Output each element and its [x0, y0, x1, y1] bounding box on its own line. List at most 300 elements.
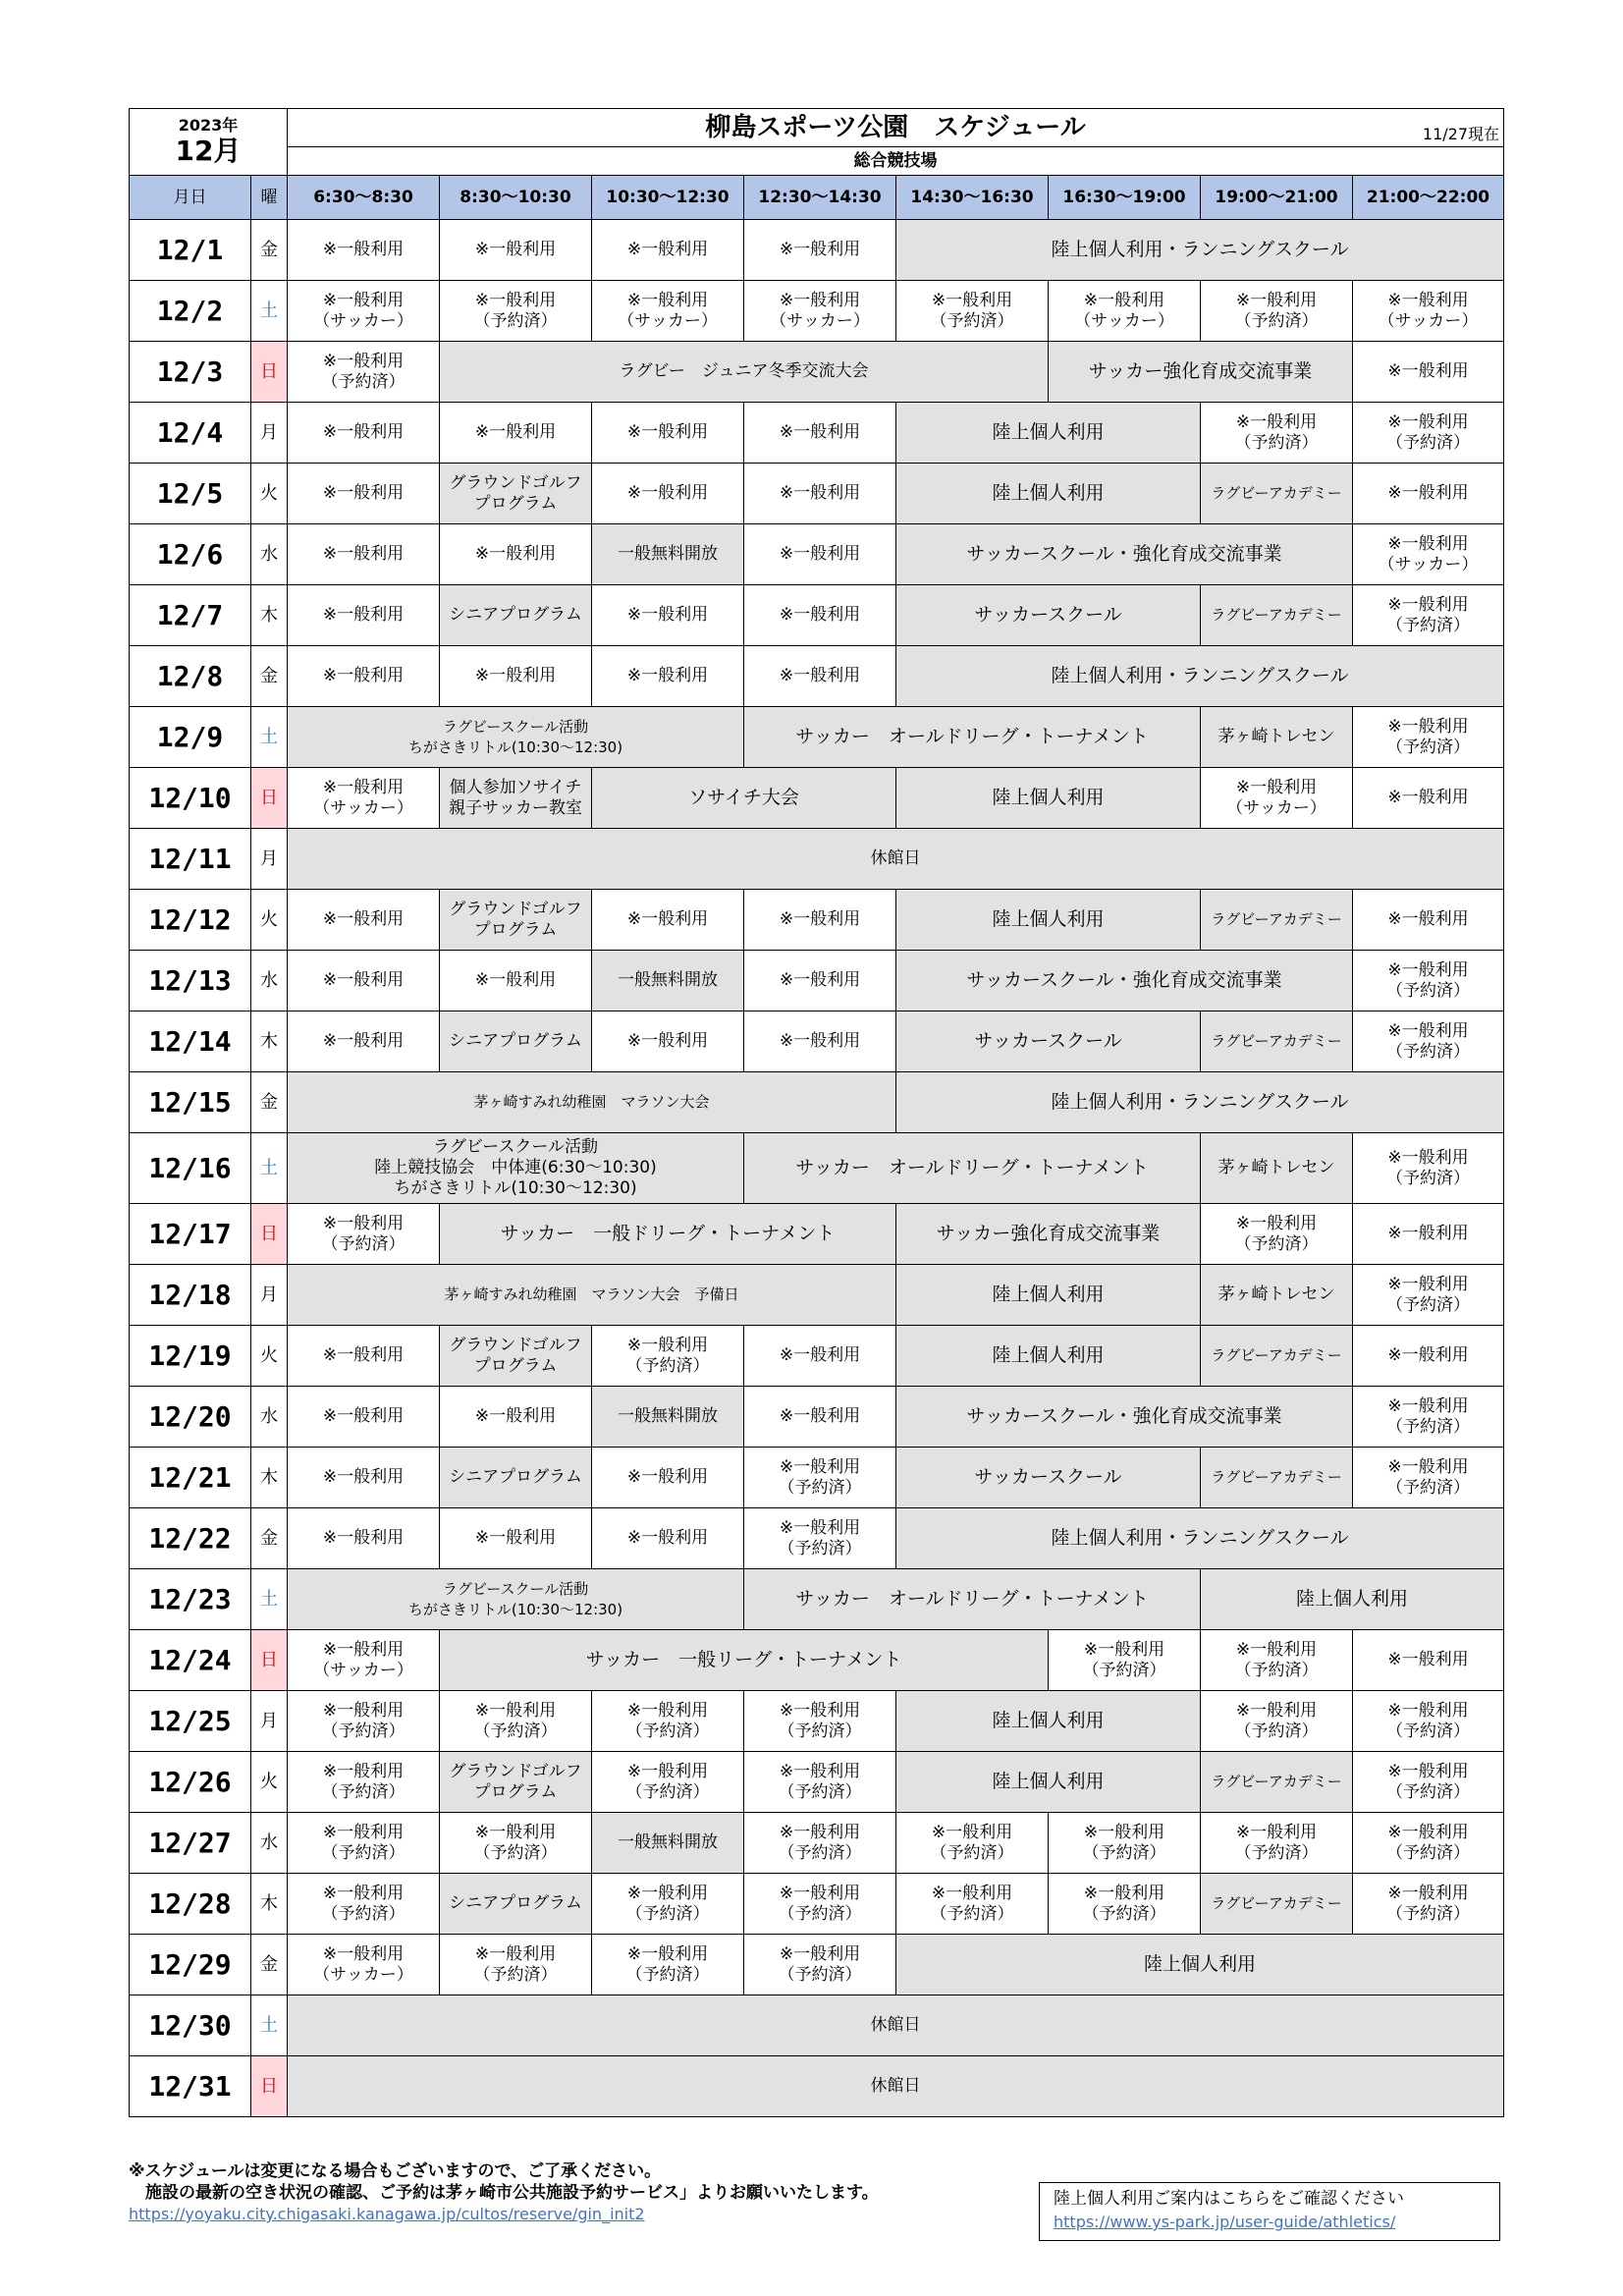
schedule-cell [896, 464, 1201, 524]
schedule-cell [592, 1691, 744, 1752]
cell-text: （予約済） [473, 1721, 558, 1741]
cell-text: （予約済） [321, 1842, 406, 1863]
date-cell: 12/23 [130, 1569, 251, 1630]
cell-text: ※一般利用 [474, 1406, 557, 1426]
schedule-cell [440, 890, 592, 951]
cell-text: （予約済） [473, 1964, 558, 1985]
cell-text: ※一般利用 [626, 290, 709, 310]
cell-text: サッカースクール・強化育成交流事業 [966, 1405, 1282, 1427]
schedule-cell [288, 585, 440, 646]
cell-text: サッカースクール [974, 1030, 1122, 1052]
schedule-cell [1201, 281, 1353, 342]
schedule-cell [592, 1326, 744, 1387]
cell-text: ※一般利用 [474, 1943, 557, 1964]
date-cell: 12/7 [130, 585, 251, 646]
schedule-cell [1353, 1387, 1504, 1448]
cell-text: 個人参加ソサイチ [449, 777, 582, 797]
cell-text: サッカー 一般ドリーグ・トーナメント [500, 1223, 836, 1244]
schedule-cell [440, 768, 592, 829]
weekday-cell: 月 [251, 1691, 288, 1752]
date-cell: 12/3 [130, 342, 251, 403]
cell-text: 陸上個人利用 [992, 482, 1105, 504]
schedule-cell [288, 1813, 440, 1874]
weekday-cell: 火 [251, 890, 288, 951]
cell-text: ※一般利用 [474, 240, 557, 259]
schedule-row [130, 646, 1504, 707]
note-line-2: 施設の最新の空き状況の確認、ご予約は茅ヶ崎市公共施設予約サービス」よりお願いいたします。 [129, 2183, 879, 2203]
schedule-cell [744, 646, 896, 707]
cell-text: （予約済） [1386, 615, 1471, 635]
cell-text: シニアプログラム [449, 1893, 582, 1913]
cell-text: 陸上個人利用 [992, 1284, 1105, 1305]
weekday-cell: 日 [251, 342, 288, 403]
schedule-cell [896, 1011, 1201, 1072]
schedule-cell [440, 1508, 592, 1569]
cell-text: ※一般利用 [779, 290, 861, 310]
date-cell: 12/15 [130, 1072, 251, 1133]
schedule-table [129, 108, 1504, 2117]
weekday-cell: 金 [251, 1072, 288, 1133]
cell-text: （予約済） [778, 1538, 862, 1558]
cell-text: ラグビーアカデミー [1211, 1032, 1342, 1050]
col-header-dow: 曜 [251, 176, 288, 220]
schedule-cell [288, 220, 440, 281]
col-header-slot: 12:30～14:30 [744, 176, 896, 220]
cell-text: ※一般利用 [322, 605, 405, 625]
cell-text: ※一般利用 [322, 970, 405, 990]
as-of-date: 11/27現在 [1422, 125, 1500, 143]
date-cell: 12/17 [130, 1204, 251, 1265]
schedule-cell [744, 1508, 896, 1569]
schedule-cell [440, 220, 592, 281]
schedule-cell [288, 1935, 440, 1995]
cell-text: ※一般利用 [1083, 1822, 1165, 1842]
cell-text: ラグビースクール活動 [432, 1137, 599, 1157]
cell-text: ※一般利用 [1387, 959, 1469, 980]
cell-text: （サッカー） [770, 310, 870, 331]
cell-text: （予約済） [321, 1233, 406, 1254]
schedule-cell [1201, 1265, 1353, 1326]
cell-text: ※一般利用 [626, 1943, 709, 1964]
schedule-cell [288, 1326, 440, 1387]
weekday-cell: 木 [251, 585, 288, 646]
cell-text: （予約済） [778, 1721, 862, 1741]
schedule-cell [592, 890, 744, 951]
schedule-row [130, 1387, 1504, 1448]
date-cell: 12/18 [130, 1265, 251, 1326]
cell-text: ※一般利用 [322, 1467, 405, 1487]
cell-text: ※一般利用 [322, 240, 405, 259]
cell-text: ※一般利用 [779, 1700, 861, 1721]
cell-text: （予約済） [1234, 310, 1319, 331]
cell-text: ※一般利用 [779, 1943, 861, 1964]
cell-text: （サッカー） [618, 310, 718, 331]
schedule-cell [896, 1874, 1049, 1935]
schedule-cell [896, 1204, 1201, 1265]
schedule-cell [896, 1387, 1353, 1448]
cell-text: 茅ヶ崎すみれ幼稚園 マラソン大会 予備日 [444, 1285, 739, 1303]
cell-text: ※一般利用 [626, 1467, 709, 1487]
date-cell: 12/29 [130, 1935, 251, 1995]
schedule-row [130, 1072, 1504, 1133]
cell-text: ※一般利用 [322, 1822, 405, 1842]
cell-text: ※一般利用 [1387, 1224, 1469, 1243]
cell-text: ※一般利用 [1235, 290, 1318, 310]
schedule-cell [896, 768, 1201, 829]
weekday-cell: 金 [251, 1508, 288, 1569]
date-cell: 12/12 [130, 890, 251, 951]
cell-text: （予約済） [1386, 1294, 1471, 1315]
weekday-cell: 火 [251, 1752, 288, 1813]
cell-text: ※一般利用 [322, 666, 405, 685]
cell-text: （予約済） [1234, 432, 1319, 453]
cell-text: ※一般利用 [322, 1761, 405, 1781]
date-cell: 12/19 [130, 1326, 251, 1387]
cell-text: ※一般利用 [931, 290, 1013, 310]
schedule-cell [744, 890, 896, 951]
cell-text: 陸上個人利用 [992, 1344, 1105, 1366]
schedule-cell [1353, 1265, 1504, 1326]
schedule-cell [440, 1935, 592, 1995]
schedule-row [130, 1326, 1504, 1387]
schedule-cell [288, 890, 440, 951]
schedule-cell [288, 1752, 440, 1813]
schedule-cell [744, 1326, 896, 1387]
cell-text: （予約済） [1386, 1041, 1471, 1062]
schedule-row [130, 464, 1504, 524]
schedule-cell [744, 951, 896, 1011]
schedule-cell [896, 524, 1353, 585]
col-header-date: 月日 [130, 176, 251, 220]
cell-text: ラグビーアカデミー [1211, 1894, 1342, 1912]
cell-text: ※一般利用 [474, 290, 557, 310]
cell-text: ※一般利用 [626, 1528, 709, 1548]
schedule-cell [744, 403, 896, 464]
cell-text: ※一般利用 [779, 483, 861, 503]
cell-text: ※一般利用 [626, 483, 709, 503]
date-cell: 12/2 [130, 281, 251, 342]
date-cell: 12/11 [130, 829, 251, 890]
note-line-1: ※スケジュールは変更になる場合もございますので、ご了承ください。 [129, 2161, 662, 2181]
cell-text: （予約済） [778, 1903, 862, 1924]
cell-text: ※一般利用 [1387, 1822, 1469, 1842]
schedule-row [130, 1204, 1504, 1265]
schedule-cell [288, 829, 1504, 890]
cell-text: ラグビースクール活動 [442, 1579, 589, 1598]
cell-text: ※一般利用 [474, 1700, 557, 1721]
athletics-info-box [1039, 2182, 1500, 2241]
schedule-cell [592, 646, 744, 707]
schedule-row [130, 1935, 1504, 1995]
cell-text: ラグビーアカデミー [1211, 1773, 1342, 1790]
schedule-cell [592, 1813, 744, 1874]
weekday-cell: 木 [251, 1011, 288, 1072]
schedule-cell [440, 951, 592, 1011]
cell-text: ※一般利用 [474, 422, 557, 442]
cell-text: （予約済） [1386, 1903, 1471, 1924]
cell-text: ※一般利用 [626, 1883, 709, 1903]
cell-text: （予約済） [321, 371, 406, 392]
schedule-cell [1201, 890, 1353, 951]
athletics-guide-link[interactable]: https://www.ys-park.jp/user-guide/athletics/ [1054, 2213, 1396, 2231]
schedule-cell [744, 524, 896, 585]
schedule-cell [1201, 1630, 1353, 1691]
schedule-cell [592, 1935, 744, 1995]
cell-text: グラウンドゴルフ [449, 1761, 582, 1781]
cell-text: 陸上個人利用・ランニングスクール [1051, 239, 1349, 260]
cell-text: 陸上個人利用 [1296, 1588, 1409, 1610]
schedule-cell [1353, 403, 1504, 464]
cell-text: 陸上個人利用 [1144, 1953, 1257, 1975]
schedule-cell [440, 1448, 592, 1508]
cell-text: ※一般利用 [779, 1406, 861, 1426]
cell-text: （予約済） [930, 1903, 1014, 1924]
cell-text: （サッカー） [1378, 554, 1479, 574]
weekday-cell: 水 [251, 1387, 288, 1448]
schedule-cell [288, 1448, 440, 1508]
cell-text: （予約済） [1234, 1233, 1319, 1254]
cell-text: ※一般利用 [1387, 1761, 1469, 1781]
cell-text: （予約済） [1082, 1842, 1166, 1863]
schedule-cell [744, 1569, 1201, 1630]
schedule-cell [1201, 403, 1353, 464]
weekday-cell: 土 [251, 1995, 288, 2056]
schedule-cell [896, 585, 1201, 646]
schedule-cell [896, 646, 1504, 707]
schedule-row [130, 585, 1504, 646]
schedule-cell [1201, 585, 1353, 646]
cell-text: （予約済） [930, 310, 1014, 331]
schedule-cell [288, 951, 440, 1011]
year-month-cell [130, 109, 288, 176]
schedule-cell [896, 890, 1201, 951]
schedule-cell [288, 1072, 896, 1133]
schedule-cell [440, 281, 592, 342]
schedule-cell [1201, 1874, 1353, 1935]
date-cell: 12/30 [130, 1995, 251, 2056]
schedule-cell [744, 1813, 896, 1874]
schedule-cell [896, 1508, 1504, 1569]
cell-text: （予約済） [321, 1781, 406, 1802]
date-cell: 12/8 [130, 646, 251, 707]
cell-text: 休館日 [870, 2015, 921, 2035]
schedule-cell [288, 707, 744, 768]
cell-text: 茅ヶ崎トレセン [1217, 1158, 1335, 1177]
weekday-cell: 月 [251, 829, 288, 890]
schedule-cell [896, 281, 1049, 342]
schedule-cell [288, 1630, 440, 1691]
month-label: 12月 [175, 134, 242, 167]
schedule-row [130, 220, 1504, 281]
cell-text: （サッカー） [1074, 310, 1174, 331]
schedule-cell [440, 1630, 1049, 1691]
cell-text: （サッカー） [313, 310, 413, 331]
cell-text: （予約済） [625, 1903, 710, 1924]
cell-text: 陸上個人利用 [992, 1710, 1105, 1731]
cell-text: サッカー オールドリーグ・トーナメント [795, 1157, 1149, 1178]
schedule-cell [440, 342, 1049, 403]
schedule-cell [1049, 342, 1353, 403]
schedule-cell [592, 1448, 744, 1508]
schedule-cell [896, 1813, 1049, 1874]
cell-text: サッカースクール [974, 604, 1122, 626]
schedule-cell [1201, 1813, 1353, 1874]
cell-text: 陸上個人利用 [992, 787, 1105, 808]
schedule-cell [1201, 707, 1353, 768]
schedule-cell [440, 1011, 592, 1072]
cell-text: ラグビーアカデミー [1211, 1468, 1342, 1486]
cell-text: （予約済） [1386, 1416, 1471, 1437]
schedule-cell [592, 281, 744, 342]
cell-text: ※一般利用 [322, 544, 405, 564]
schedule-cell [1201, 768, 1353, 829]
cell-text: サッカー オールドリーグ・トーナメント [795, 1588, 1149, 1610]
schedule-cell [1353, 281, 1504, 342]
schedule-cell [592, 524, 744, 585]
cell-text: ※一般利用 [322, 909, 405, 929]
schedule-cell [1353, 342, 1504, 403]
schedule-cell [440, 1326, 592, 1387]
cell-text: 茅ヶ崎トレセン [1217, 727, 1335, 746]
schedule-cell [440, 1752, 592, 1813]
cell-text: ※一般利用 [1387, 533, 1469, 554]
cell-text: サッカー 一般リーグ・トーナメント [585, 1649, 902, 1670]
cell-text: （予約済） [1386, 1721, 1471, 1741]
schedule-cell [744, 1133, 1201, 1204]
schedule-cell [896, 1752, 1201, 1813]
date-cell: 12/26 [130, 1752, 251, 1813]
cell-text: ※一般利用 [1387, 1274, 1469, 1294]
schedule-row [130, 281, 1504, 342]
cell-text: ※一般利用 [322, 422, 405, 442]
cell-text: シニアプログラム [449, 1467, 582, 1487]
schedule-cell [1353, 1204, 1504, 1265]
schedule-cell [1353, 585, 1504, 646]
cell-text: ※一般利用 [1235, 411, 1318, 432]
schedule-cell [288, 768, 440, 829]
cell-text: ※一般利用 [322, 1345, 405, 1365]
schedule-cell [896, 403, 1201, 464]
cell-text: ※一般利用 [931, 1883, 1013, 1903]
schedule-row [130, 1874, 1504, 1935]
schedule-cell [744, 220, 896, 281]
venue-label: 総合競技場 [288, 147, 1504, 176]
cell-text: ※一般利用 [322, 1700, 405, 1721]
cell-text: ラグビースクール活動 [442, 717, 589, 736]
weekday-cell: 火 [251, 464, 288, 524]
schedule-cell [288, 1874, 440, 1935]
cell-text: ※一般利用 [1387, 411, 1469, 432]
cell-text: （予約済） [625, 1964, 710, 1985]
weekday-cell: 水 [251, 951, 288, 1011]
cell-text: ※一般利用 [1235, 1822, 1318, 1842]
weekday-cell: 日 [251, 1630, 288, 1691]
schedule-cell [288, 524, 440, 585]
weekday-cell: 日 [251, 2056, 288, 2117]
schedule-row [130, 1752, 1504, 1813]
cell-text: （予約済） [1082, 1903, 1166, 1924]
cell-text: 休館日 [870, 2076, 921, 2096]
reservation-link[interactable]: https://yoyaku.city.chigasaki.kanagawa.jp/cultos/reserve/gin_init2 [129, 2205, 645, 2223]
cell-text: ※一般利用 [779, 1031, 861, 1051]
schedule-cell [744, 1752, 896, 1813]
schedule-row [130, 1011, 1504, 1072]
cell-text: 一般無料開放 [618, 1832, 718, 1852]
cell-text: （予約済） [1234, 1842, 1319, 1863]
schedule-cell [744, 1935, 896, 1995]
cell-text: サッカースクール [974, 1466, 1122, 1488]
cell-text: ※一般利用 [474, 666, 557, 685]
schedule-cell [1353, 707, 1504, 768]
cell-text: （予約済） [778, 1964, 862, 1985]
schedule-row [130, 1995, 1504, 2056]
cell-text: サッカー オールドリーグ・トーナメント [795, 726, 1149, 747]
cell-text: （予約済） [1234, 1660, 1319, 1680]
schedule-cell [1201, 1133, 1353, 1204]
schedule-cell [1353, 951, 1504, 1011]
cell-text: ラグビーアカデミー [1211, 910, 1342, 928]
schedule-cell [1353, 1448, 1504, 1508]
schedule-row [130, 342, 1504, 403]
cell-text: ※一般利用 [1387, 1147, 1469, 1168]
schedule-cell [896, 1448, 1201, 1508]
schedule-cell [1201, 1011, 1353, 1072]
cell-text: ※一般利用 [1235, 777, 1318, 797]
cell-text: 陸上競技協会 中体連(6:30～10:30) [374, 1158, 657, 1177]
page-title [288, 109, 1504, 147]
cell-text: 陸上個人利用・ランニングスクール [1051, 665, 1349, 686]
schedule-cell [1353, 524, 1504, 585]
weekday-cell: 水 [251, 1813, 288, 1874]
cell-text: ※一般利用 [322, 351, 405, 371]
schedule-cell [1201, 1569, 1504, 1630]
cell-text: ※一般利用 [1387, 716, 1469, 737]
cell-text: 陸上個人利用・ランニングスクール [1051, 1091, 1349, 1113]
date-cell: 12/27 [130, 1813, 251, 1874]
schedule-cell [1201, 1448, 1353, 1508]
schedule-row [130, 1569, 1504, 1630]
schedule-cell [440, 1691, 592, 1752]
cell-text: （予約済） [778, 1477, 862, 1498]
cell-text: ※一般利用 [779, 666, 861, 685]
cell-text: ※一般利用 [626, 1335, 709, 1355]
schedule-cell [592, 1508, 744, 1569]
cell-text: ※一般利用 [626, 240, 709, 259]
schedule-cell [592, 403, 744, 464]
date-cell: 12/22 [130, 1508, 251, 1569]
schedule-cell [288, 646, 440, 707]
schedule-cell [896, 1935, 1504, 1995]
cell-text: プログラム [473, 919, 558, 940]
schedule-cell [288, 281, 440, 342]
schedule-cell [744, 585, 896, 646]
cell-text: ※一般利用 [322, 1031, 405, 1051]
cell-text: ※一般利用 [626, 605, 709, 625]
cell-text: （予約済） [625, 1781, 710, 1802]
schedule-cell [1049, 281, 1201, 342]
schedule-cell [592, 951, 744, 1011]
cell-text: ※一般利用 [1387, 909, 1469, 929]
schedule-row [130, 707, 1504, 768]
cell-text: ※一般利用 [1235, 1700, 1318, 1721]
cell-text: 親子サッカー教室 [449, 797, 582, 818]
date-cell: 12/10 [130, 768, 251, 829]
date-cell: 12/14 [130, 1011, 251, 1072]
cell-text: ※一般利用 [1387, 1345, 1469, 1365]
cell-text: ラグビーアカデミー [1211, 606, 1342, 624]
date-cell: 12/6 [130, 524, 251, 585]
schedule-row [130, 1265, 1504, 1326]
